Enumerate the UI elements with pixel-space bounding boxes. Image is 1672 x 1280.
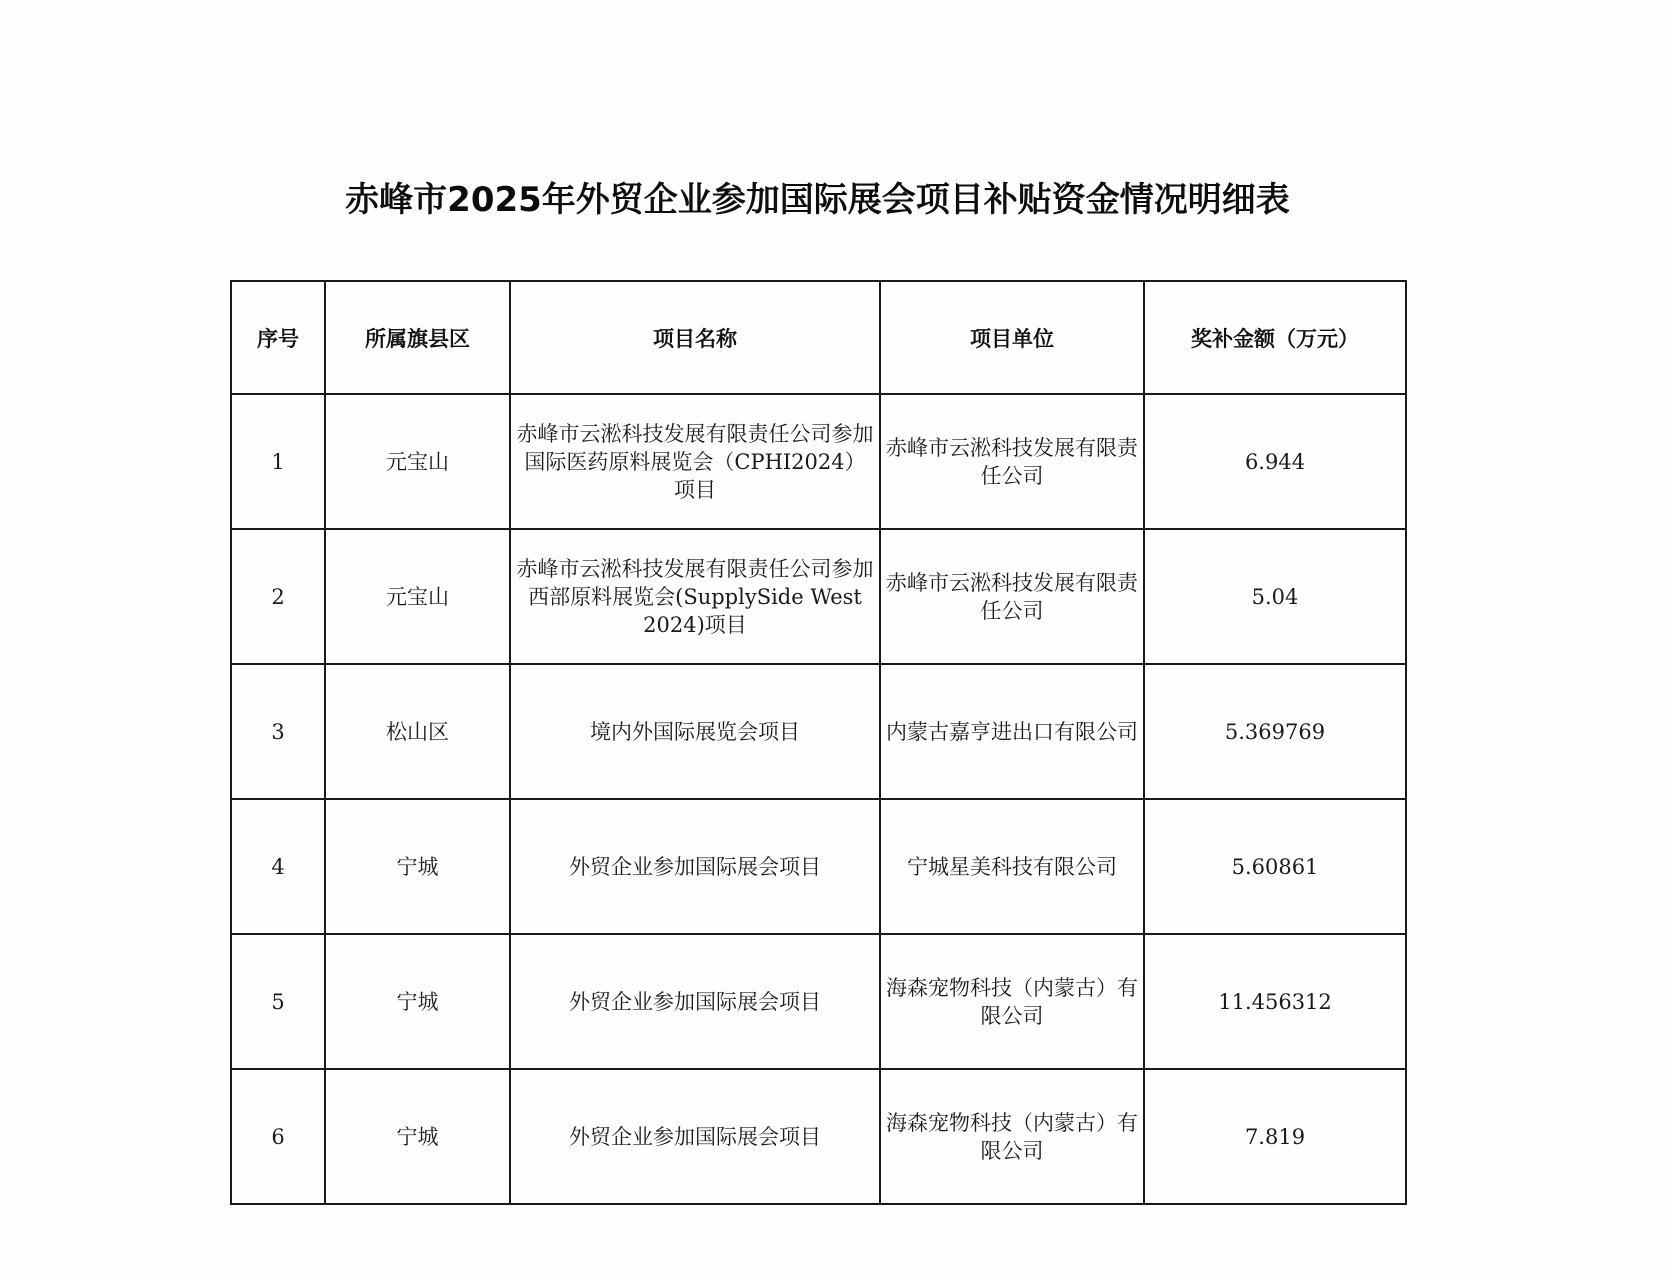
cell-project-unit: 内蒙古嘉亨进出口有限公司	[880, 664, 1144, 799]
cell-district: 松山区	[325, 664, 510, 799]
cell-serial-number: 2	[231, 529, 325, 664]
cell-project-name: 赤峰市云淞科技发展有限责任公司参加西部原料展览会(SupplySide West 2024)项目	[510, 529, 880, 664]
cell-project-name: 外贸企业参加国际展会项目	[510, 934, 880, 1069]
cell-project-unit: 宁城星美科技有限公司	[880, 799, 1144, 934]
cell-project-name: 外贸企业参加国际展会项目	[510, 799, 880, 934]
cell-district: 宁城	[325, 799, 510, 934]
cell-subsidy-amount: 11.456312	[1144, 934, 1406, 1069]
cell-serial-number: 1	[231, 394, 325, 529]
cell-project-name: 境内外国际展览会项目	[510, 664, 880, 799]
cell-project-unit: 赤峰市云淞科技发展有限责任公司	[880, 529, 1144, 664]
table-row	[231, 664, 1406, 799]
cell-project-name: 外贸企业参加国际展会项目	[510, 1069, 880, 1204]
header-project-unit: 项目单位	[880, 281, 1144, 394]
cell-subsidy-amount: 5.60861	[1144, 799, 1406, 934]
cell-subsidy-amount: 5.04	[1144, 529, 1406, 664]
cell-project-unit: 海森宠物科技（内蒙古）有限公司	[880, 934, 1144, 1069]
cell-project-unit: 海森宠物科技（内蒙古）有限公司	[880, 1069, 1144, 1204]
cell-serial-number: 6	[231, 1069, 325, 1204]
cell-subsidy-amount: 7.819	[1144, 1069, 1406, 1204]
cell-subsidy-amount: 6.944	[1144, 394, 1406, 529]
document-title: 赤峰市2025年外贸企业参加国际展会项目补贴资金情况明细表	[345, 180, 1290, 220]
table-row	[231, 529, 1406, 664]
cell-district: 宁城	[325, 1069, 510, 1204]
cell-serial-number: 5	[231, 934, 325, 1069]
cell-serial-number: 4	[231, 799, 325, 934]
header-district: 所属旗县区	[325, 281, 510, 394]
header-project-name: 项目名称	[510, 281, 880, 394]
table-header-row	[231, 281, 1406, 394]
table-row	[231, 799, 1406, 934]
table-row	[231, 1069, 1406, 1204]
cell-project-unit: 赤峰市云淞科技发展有限责任公司	[880, 394, 1144, 529]
cell-district: 元宝山	[325, 529, 510, 664]
subsidy-table	[230, 280, 1407, 1205]
cell-district: 元宝山	[325, 394, 510, 529]
cell-project-name: 赤峰市云淞科技发展有限责任公司参加国际医药原料展览会（CPHI2024）项目	[510, 394, 880, 529]
header-subsidy-amount: 奖补金额（万元）	[1144, 281, 1406, 394]
cell-serial-number: 3	[231, 664, 325, 799]
header-serial-number: 序号	[231, 281, 325, 394]
table-row	[231, 394, 1406, 529]
table-row	[231, 934, 1406, 1069]
cell-subsidy-amount: 5.369769	[1144, 664, 1406, 799]
cell-district: 宁城	[325, 934, 510, 1069]
